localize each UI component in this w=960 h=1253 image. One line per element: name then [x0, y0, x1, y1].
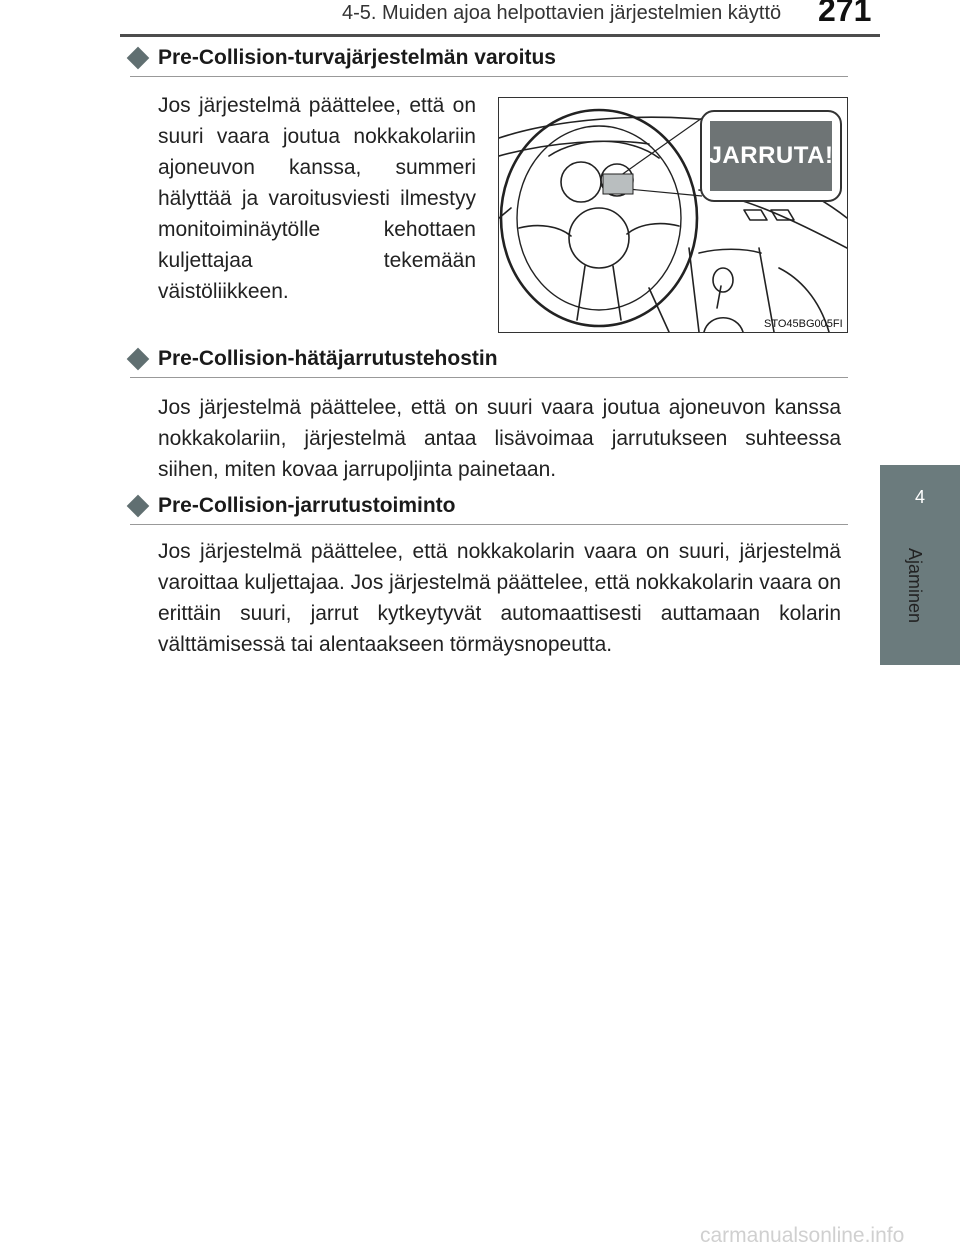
- section-title: Pre-Collision-jarrutustoiminto: [158, 494, 456, 517]
- page-number: 271: [818, 0, 872, 28]
- section-heading-brake-assist: [130, 347, 848, 378]
- section-body-brake-assist: Jos järjestelmä päättelee, että on suuri vaara joutua ajoneuvon kanssa nokkakolariin, järjestelmä antaa lisävoimaa jarrutukseen suhteessa siihen, miten kovaa jarrupoljinta painetaan.: [158, 396, 841, 481]
- running-header: 4-5. Muiden ajoa helpottavien järjestelmien käyttö: [342, 2, 782, 24]
- diamond-bullet-icon: [127, 348, 150, 371]
- section-title: Pre-Collision-hätäjarrutustehostin: [158, 347, 498, 370]
- diamond-bullet-icon: [127, 495, 150, 518]
- display-callout: [700, 110, 842, 202]
- section-body-braking: Jos järjestelmä päättelee, että nokkakolarin vaara on suuri, järjestelmä varoittaa kuljettajaa. Jos järjestelmä päättelee, että nokkakolarin vaara on erittäin suuri, jarrut kytkeytyvät automaattisesti auttamaan kolarin välttämisessä tai alentaakseen törmäysnopeutta.: [158, 540, 841, 656]
- diamond-bullet-icon: [127, 47, 150, 70]
- section-heading-warning: [130, 46, 848, 77]
- chapter-number: 4: [914, 487, 925, 507]
- chapter-label: Ajaminen: [905, 548, 925, 624]
- section-body-warning: Jos järjestelmä päättelee, että on suuri vaara joutua nokkakolariin ajoneuvon kanssa, summeri hälyttää ja varoitusviesti ilmestyy monitoiminäytölle kehottaen kuljettajaa tekemään väistöliikkeen.: [158, 94, 476, 303]
- section-title: Pre-Collision-turvajärjestelmän varoitus: [158, 46, 556, 69]
- section-heading-braking: [130, 494, 848, 525]
- watermark: carmanualsonline.info: [700, 1224, 905, 1247]
- warning-message-display: JARRUTA!: [710, 121, 832, 191]
- figure-code: STO45BG005FI: [764, 318, 843, 330]
